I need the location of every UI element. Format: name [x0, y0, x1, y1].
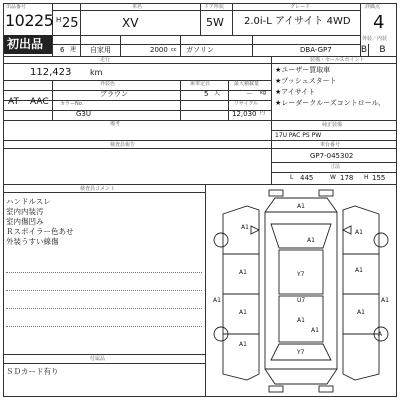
specs-row-4: [3, 110, 271, 111]
model-name-label: 車名: [132, 4, 143, 10]
feature-item-4: ★レーダークルーズコントロール、: [275, 99, 386, 107]
mark-left-small: A1: [213, 297, 221, 304]
score: 4: [373, 12, 385, 33]
mark-front-panel: A1: [307, 237, 315, 244]
feature-item-2: ★プッシュスタート: [275, 77, 337, 85]
mark-center-y: Y7: [297, 271, 305, 278]
mark-front-left-fender: A1: [241, 224, 249, 231]
height-label: H: [364, 174, 369, 181]
color-label: 外装色: [100, 81, 116, 87]
header-divider-door: [200, 3, 201, 35]
grade-sub-label: 外装／内装: [362, 36, 388, 42]
specs-row-5: [3, 120, 271, 121]
load-unit: kg: [260, 90, 267, 96]
mark-wheel-rear-right: A: [378, 331, 383, 338]
equipment-label: 純正装備: [322, 122, 343, 128]
height: 155: [372, 174, 386, 182]
displacement: 2000: [150, 46, 168, 54]
aircon: AAC: [30, 97, 49, 107]
grade-label: グレード: [290, 4, 311, 10]
size-label: 寸法: [330, 164, 341, 170]
shift-count: 6: [60, 46, 65, 54]
era-year: 25: [62, 16, 79, 31]
size-label-line: [271, 172, 397, 173]
mark-right-small: A1: [381, 297, 389, 304]
report-label-line: [3, 192, 205, 193]
car-damage-diagram: [205, 184, 397, 397]
door-label: ドア形状: [204, 4, 224, 10]
specs-row-2: [3, 90, 271, 91]
mark-front-right-door: A1: [355, 267, 363, 274]
mark-rear-left-quarter: A1: [239, 341, 247, 348]
report-dotted-4: [6, 326, 202, 327]
length: 445: [300, 174, 314, 182]
load: －: [246, 90, 253, 98]
displacement-unit: cc: [171, 47, 177, 53]
capacity: 5: [204, 90, 209, 98]
specs-col-1: [52, 80, 53, 120]
fuel: ガソリン: [186, 46, 214, 54]
first-listing-badge: 初出品: [4, 35, 52, 54]
exterior-grade: B: [360, 45, 368, 55]
model-code: DBA-GP7: [300, 46, 332, 54]
header-divider-era: [80, 3, 81, 56]
mark-left-front-door: A1: [239, 269, 247, 276]
report-line-1: ハンドルスレ: [6, 197, 51, 206]
extras-label: 付属品: [90, 356, 106, 362]
mark-roof-2: A1: [311, 327, 319, 334]
equipment-label-line: [271, 130, 397, 131]
features-label-line: [271, 63, 397, 64]
header-divider-cc: [180, 35, 181, 56]
specs-bottom-line: [3, 140, 397, 141]
mileage-unit: km: [90, 68, 103, 77]
report-label: 検査員コメント: [80, 186, 116, 192]
mileage: 112,423: [30, 67, 72, 78]
transmission: AT: [8, 97, 19, 107]
inspection-section-label: 検査員報告: [110, 142, 136, 148]
recycle-unit: 円: [260, 110, 266, 116]
usage: 自家用: [90, 46, 111, 54]
score-label: 評価点: [365, 4, 381, 10]
mark-roof: A1: [297, 317, 305, 324]
recycle-label: リサイクル: [234, 101, 259, 107]
extras-label-line: [3, 363, 205, 364]
extras-item: ＳＤカード有り: [6, 367, 59, 376]
chassis-number: GP7-045302: [310, 152, 354, 160]
specs-right-border: [271, 56, 272, 140]
report-line-4: Ｒスポイラー色あせ: [6, 227, 74, 236]
width-label: W: [330, 174, 336, 181]
mark-center-u: U7: [297, 297, 306, 304]
specs-col-2: [180, 80, 181, 120]
mark-front-right-fender: A1: [355, 229, 363, 236]
report-dotted-3: [6, 308, 202, 309]
recycle: 12,030: [232, 110, 257, 118]
model-name: XV: [122, 16, 139, 30]
specs-col-3: [228, 80, 229, 120]
interior-grade: B: [379, 45, 386, 55]
feature-item-1: ★ユーザー買取車: [275, 66, 331, 74]
load-label: 最大積載量: [234, 81, 260, 87]
capacity-label: 乗車定員: [190, 81, 211, 87]
mark-right-rear-door: A1: [357, 309, 365, 316]
features-label: 装備・セールスポイント: [310, 57, 365, 63]
report-line-5: 外装うすい線傷: [6, 237, 59, 246]
report-dotted-2: [6, 290, 202, 291]
notes-label: 備考: [110, 121, 121, 127]
color-code: G3U: [76, 110, 92, 118]
feature-item-3: ★アイサイト: [275, 88, 316, 96]
header-divider-usage: [120, 35, 121, 56]
equipment: 17U PAC PS PW: [275, 132, 322, 139]
mark-left-rear-door: A1: [239, 309, 247, 316]
report-dotted-1: [6, 272, 202, 273]
shift-unit: 速: [70, 46, 77, 53]
header-lower-label-line: [52, 44, 360, 45]
header-divider-grade: [232, 3, 233, 35]
color: ブラウン: [100, 90, 128, 98]
era-prefix: H: [56, 16, 62, 24]
header-label-line: [52, 10, 360, 11]
length-label: L: [290, 174, 294, 181]
size-top-line: [271, 162, 397, 163]
equipment-top-line: [271, 120, 397, 121]
lot-number: 10225: [5, 11, 54, 30]
report-line-3: 室内傷凹み: [6, 217, 44, 226]
header-divider-fuel: [252, 35, 253, 56]
specs-label-row: [3, 63, 271, 64]
inspection-label-line: [3, 148, 397, 149]
specs-row-1: [3, 80, 271, 81]
color-code-label: カラーNo.: [60, 101, 84, 107]
header-mid-line: [52, 35, 360, 36]
chassis-label: 車台番号: [320, 142, 341, 148]
grade: 2.0i-L アイサイト 4WD: [244, 16, 351, 27]
capacity-unit: 人: [214, 90, 221, 97]
report-line-2: 室内内装汚: [6, 207, 44, 216]
mark-rear-y: Y7: [297, 349, 305, 356]
lot-number-label: 出品番号: [6, 4, 27, 10]
extras-top-line: [3, 354, 205, 355]
mileage-label: 走行: [100, 57, 111, 63]
width: 178: [340, 174, 354, 182]
mark-hood: A1: [297, 203, 305, 210]
door-shape: 5W: [206, 16, 224, 29]
